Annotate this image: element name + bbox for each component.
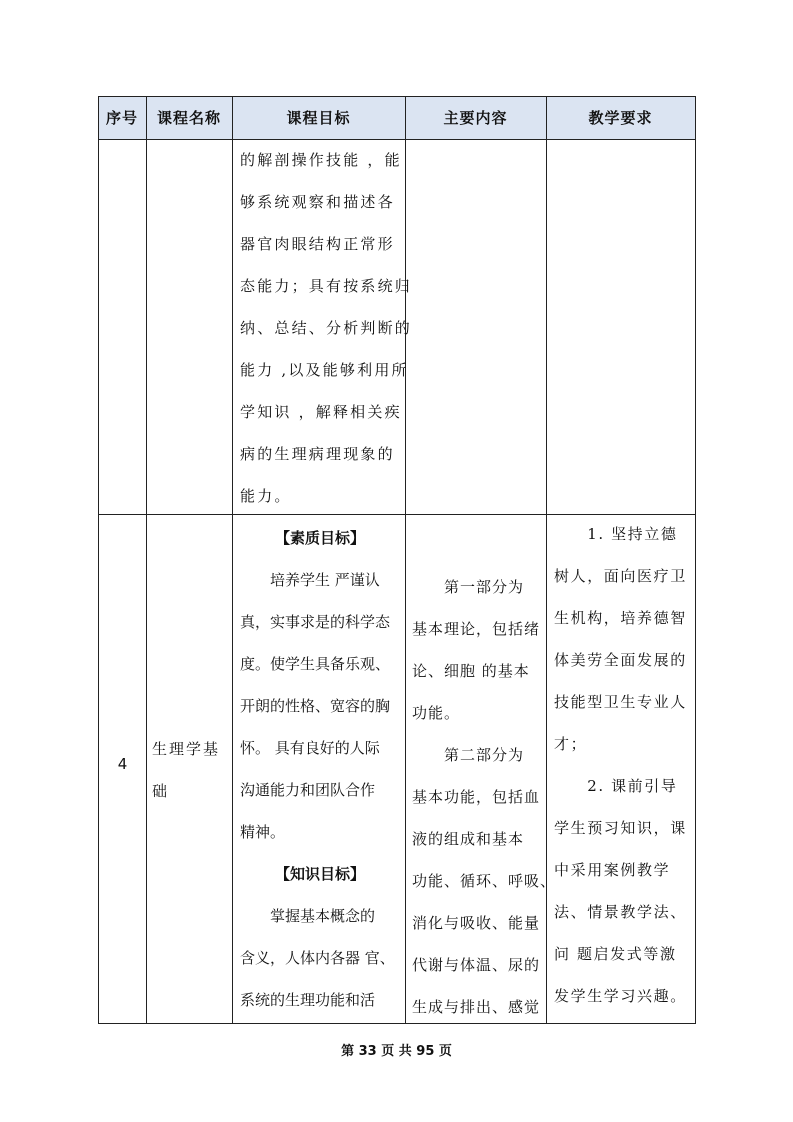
requirement-text-line: 1. 坚持立德 [554, 525, 678, 543]
section-heading: 【素质目标】 [274, 529, 365, 547]
goal-text-line: 器官肉眼结构正常形 [240, 235, 395, 253]
table-right-border [695, 96, 696, 1024]
column-divider-2 [232, 96, 233, 1024]
row-4-requirement-cell [554, 513, 687, 1017]
requirement-text-line: 技能型卫生专业人 [554, 693, 687, 711]
continued-row-goal-cell [240, 139, 412, 517]
requirement-text-line: 法、情景教学法、 [554, 903, 687, 921]
requirement-text-line: 问 题启发式等激 [554, 945, 677, 963]
goal-text-line: 能力。 [240, 487, 292, 505]
page-footer: 第 33 页 共 95 页 [341, 1044, 452, 1059]
goal-text-line: 精神。 [240, 823, 286, 841]
content-text-line: 第一部分为 [412, 578, 525, 596]
requirement-text-line: 学生预习知识，课 [554, 819, 687, 837]
header-main-content: 主要内容 [443, 109, 508, 127]
header-teaching-requirement: 教学要求 [588, 109, 653, 127]
content-text-line: 代谢与体温、尿的 [412, 956, 541, 974]
requirement-text-line: 体美劳全面发展的 [554, 651, 687, 669]
goal-text-line: 纳、总结、分析判断的 [240, 319, 413, 337]
goal-text-line: 病的生理病理现象的 [240, 445, 395, 463]
content-text-line: 消化与吸收、能量 [412, 914, 541, 932]
goal-text-line: 沟通能力和团队合作 [240, 781, 376, 799]
header-course-goal: 课程目标 [286, 109, 351, 127]
requirement-text-line: 发学生学习兴趣。 [554, 987, 687, 1005]
column-divider-1 [146, 96, 147, 1024]
goal-text-line: 度。使学生具备乐观、 [240, 655, 391, 673]
requirement-text-line: 生机构，培养德智 [554, 609, 687, 627]
table-bottom-border [98, 1023, 696, 1024]
content-text-line: 论、细胞 的基本 [412, 662, 530, 680]
row-4-course-name [152, 728, 220, 812]
requirement-text-line: 中采用案例教学 [554, 861, 671, 879]
goal-text-line: 怀。 具有良好的人际 [240, 739, 380, 757]
goal-text-line: 掌握基本概念的 [240, 907, 376, 925]
requirement-text-line: 2. 课前引导 [554, 777, 678, 795]
content-text-line: 基本功能，包括血 [412, 788, 541, 806]
goal-text-line: 系统的生理功能和活 [240, 991, 376, 1009]
course-name-line: 生理学基 [152, 740, 221, 758]
goal-text-line: 学知识 ，解释相关疾 [240, 403, 402, 421]
section-heading: 【知识目标】 [274, 865, 365, 883]
header-serial-number: 序号 [105, 109, 138, 127]
content-text-line: 功能、循环、呼吸、 [412, 872, 557, 890]
requirement-text-line: 才； [554, 735, 588, 753]
content-text-line: 功能。 [412, 704, 461, 722]
goal-text-line: 培养学生 严谨认 [240, 571, 380, 589]
goal-text-line: 真，实事求是的科学态 [240, 613, 391, 631]
header-course-name: 课程名称 [156, 109, 221, 127]
table-left-border [98, 96, 99, 1024]
course-name-line: 础 [152, 782, 170, 800]
content-text-line: 生成与排出、感觉 [412, 998, 541, 1016]
goal-text-line: 能力 ,以及能够利用所 [240, 361, 409, 379]
content-text-line: 基本理论，包括绪 [412, 620, 541, 638]
goal-text-line: 的解剖操作技能 ，能 [240, 151, 402, 169]
row-4-number: 4 [117, 755, 128, 773]
goal-text-line: 开朗的性格、宽容的胸 [240, 697, 391, 715]
content-text-line: 液的组成和基本 [412, 830, 525, 848]
row-4-content-cell [412, 566, 556, 1028]
row-4-goal-cell [240, 517, 400, 1021]
goal-text-line: 态能力；具有按系统归 [240, 277, 413, 295]
content-text-line: 第二部分为 [412, 746, 525, 764]
goal-text-line: 含义，人体内各器 官、 [240, 949, 395, 967]
requirement-text-line: 树人，面向医疗卫 [554, 567, 687, 585]
goal-text-line: 够系统观察和描述各 [240, 193, 395, 211]
